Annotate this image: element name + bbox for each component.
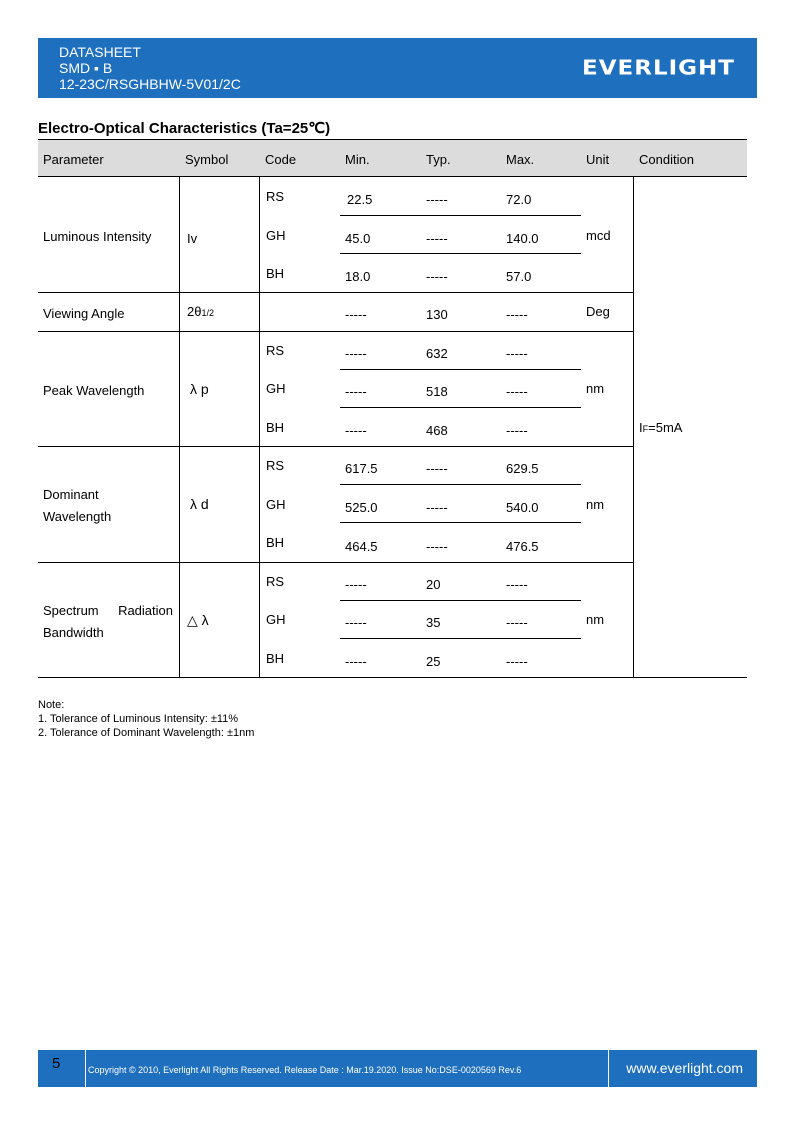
- value-min: -----: [345, 384, 367, 399]
- code-rs: RS: [266, 189, 285, 204]
- header-typ: Typ.: [426, 152, 451, 167]
- value-max: 140.0: [506, 231, 539, 246]
- symbol-2theta: [187, 304, 214, 319]
- group-rule: [38, 331, 634, 332]
- note-item: 1. Tolerance of Luminous Intensity: ±11%: [38, 713, 239, 725]
- page-footer: [38, 1050, 757, 1087]
- code-gh: GH: [266, 612, 286, 627]
- col-rule-symbol: [179, 177, 180, 677]
- value-min: 18.0: [345, 269, 371, 284]
- symbol-lambda-p: λ p: [190, 381, 209, 397]
- header-doc-type: DATASHEET: [59, 44, 141, 60]
- param-viewing-angle: Viewing Angle: [43, 306, 125, 321]
- value-min: -----: [345, 654, 367, 669]
- header-symbol: Symbol: [185, 152, 229, 167]
- header-max: Max.: [506, 152, 535, 167]
- notes-title: Note:: [38, 699, 65, 711]
- value-min: -----: [345, 577, 367, 592]
- header-text: [59, 44, 241, 92]
- unit-nm: nm: [586, 381, 605, 396]
- value-max: 57.0: [506, 269, 532, 284]
- code-bh: BH: [266, 420, 285, 435]
- row-rule: [340, 522, 581, 523]
- code-rs: RS: [266, 574, 285, 589]
- col-rule-condition: [633, 177, 634, 677]
- param-dominant-line1: Dominant: [43, 487, 99, 502]
- note-item: 2. Tolerance of Dominant Wavelength: ±1nm: [38, 727, 255, 739]
- code-rs: RS: [266, 458, 285, 473]
- group-rule: [38, 446, 634, 447]
- code-bh: BH: [266, 535, 285, 550]
- param-spectrum-line2: Bandwidth: [43, 625, 104, 640]
- group-rule: [38, 292, 634, 293]
- symbol-2theta-main: 2θ: [187, 304, 202, 319]
- header-unit: Unit: [586, 152, 610, 167]
- group-rule: [38, 562, 634, 563]
- header-part-number: 12-23C/RSGHBHW-5V01/2C: [59, 76, 241, 92]
- symbol-iv: Iv: [187, 231, 198, 246]
- param-spectrum-line1: [43, 603, 173, 618]
- row-rule: [340, 253, 581, 254]
- notes: [38, 698, 254, 740]
- unit-nm: nm: [586, 497, 605, 512]
- value-max: 72.0: [506, 192, 532, 207]
- value-typ: -----: [426, 269, 448, 284]
- code-bh: BH: [266, 266, 285, 281]
- header-code: Code: [265, 152, 297, 167]
- section-title: Electro-Optical Characteristics (Ta=25℃): [38, 120, 331, 137]
- table-bottom-rule: [38, 677, 747, 678]
- value-max: -----: [506, 307, 528, 322]
- value-max: -----: [506, 615, 528, 630]
- value-typ: 20: [426, 577, 441, 592]
- code-rs: RS: [266, 343, 285, 358]
- symbol-lambda-d: λ d: [190, 496, 209, 512]
- col-rule-code: [259, 177, 260, 677]
- value-max: 629.5: [506, 461, 539, 476]
- param-spectrum-word1: Spectrum: [43, 603, 99, 618]
- param-dominant-line2: Wavelength: [43, 509, 112, 524]
- condition-value: =5mA: [648, 420, 683, 435]
- value-typ: 632: [426, 346, 448, 361]
- page-header: [38, 38, 757, 98]
- header-parameter: Parameter: [43, 152, 104, 167]
- condition-if-5ma: [639, 420, 682, 435]
- value-min: -----: [345, 307, 367, 322]
- value-min: -----: [345, 423, 367, 438]
- row-rule: [340, 215, 581, 216]
- copyright-text: Copyright © 2010, Everlight All Rights Reserved. Release Date : Mar.19.2020. Issue No:DSE-0020569 Rev.6: [88, 1065, 522, 1075]
- value-min: 617.5: [345, 461, 378, 476]
- value-min: -----: [345, 615, 367, 630]
- value-typ: -----: [426, 231, 448, 246]
- value-min: 45.0: [345, 231, 371, 246]
- value-typ: 130: [426, 307, 448, 322]
- value-max: 540.0: [506, 500, 539, 515]
- value-max: -----: [506, 654, 528, 669]
- value-min: -----: [345, 346, 367, 361]
- param-peak-wavelength: Peak Wavelength: [43, 383, 145, 398]
- unit-deg: Deg: [586, 304, 610, 319]
- code-bh: BH: [266, 651, 285, 666]
- header-category: SMD ▪ B: [59, 60, 113, 76]
- header-min: Min.: [345, 152, 370, 167]
- value-min: 525.0: [345, 500, 378, 515]
- value-typ: 468: [426, 423, 448, 438]
- row-rule: [340, 484, 581, 485]
- row-rule: [340, 600, 581, 601]
- row-rule: [340, 407, 581, 408]
- condition-main: I: [639, 420, 643, 435]
- unit-mcd: mcd: [586, 228, 611, 243]
- footer-divider: [85, 1050, 86, 1087]
- value-typ: -----: [426, 461, 448, 476]
- value-typ: -----: [426, 500, 448, 515]
- value-max: -----: [506, 423, 528, 438]
- code-gh: GH: [266, 228, 286, 243]
- value-max: 476.5: [506, 539, 539, 554]
- value-min: 22.5: [347, 192, 373, 207]
- value-max: -----: [506, 384, 528, 399]
- header-condition: Condition: [639, 152, 694, 167]
- value-typ: 25: [426, 654, 441, 669]
- value-max: -----: [506, 346, 528, 361]
- value-max: -----: [506, 577, 528, 592]
- param-luminous-intensity: Luminous Intensity: [43, 229, 152, 244]
- page-number: 5: [52, 1055, 61, 1072]
- website-link[interactable]: www.everlight.com: [626, 1060, 743, 1076]
- code-gh: GH: [266, 381, 286, 396]
- symbol-2theta-sub: 1/2: [201, 308, 214, 318]
- value-typ: 518: [426, 384, 448, 399]
- value-typ: 35: [426, 615, 441, 630]
- code-gh: GH: [266, 497, 286, 512]
- value-typ: -----: [426, 192, 448, 207]
- value-typ: -----: [426, 539, 448, 554]
- param-spectrum-word2: Radiation: [118, 603, 173, 618]
- footer-divider: [608, 1050, 609, 1087]
- everlight-logo: EVERLIGHT: [582, 56, 735, 80]
- symbol-delta-lambda: △ λ: [187, 612, 209, 628]
- value-min: 464.5: [345, 539, 378, 554]
- row-rule: [340, 638, 581, 639]
- unit-nm: nm: [586, 612, 605, 627]
- row-rule: [340, 369, 581, 370]
- condition-sub: F: [642, 424, 649, 434]
